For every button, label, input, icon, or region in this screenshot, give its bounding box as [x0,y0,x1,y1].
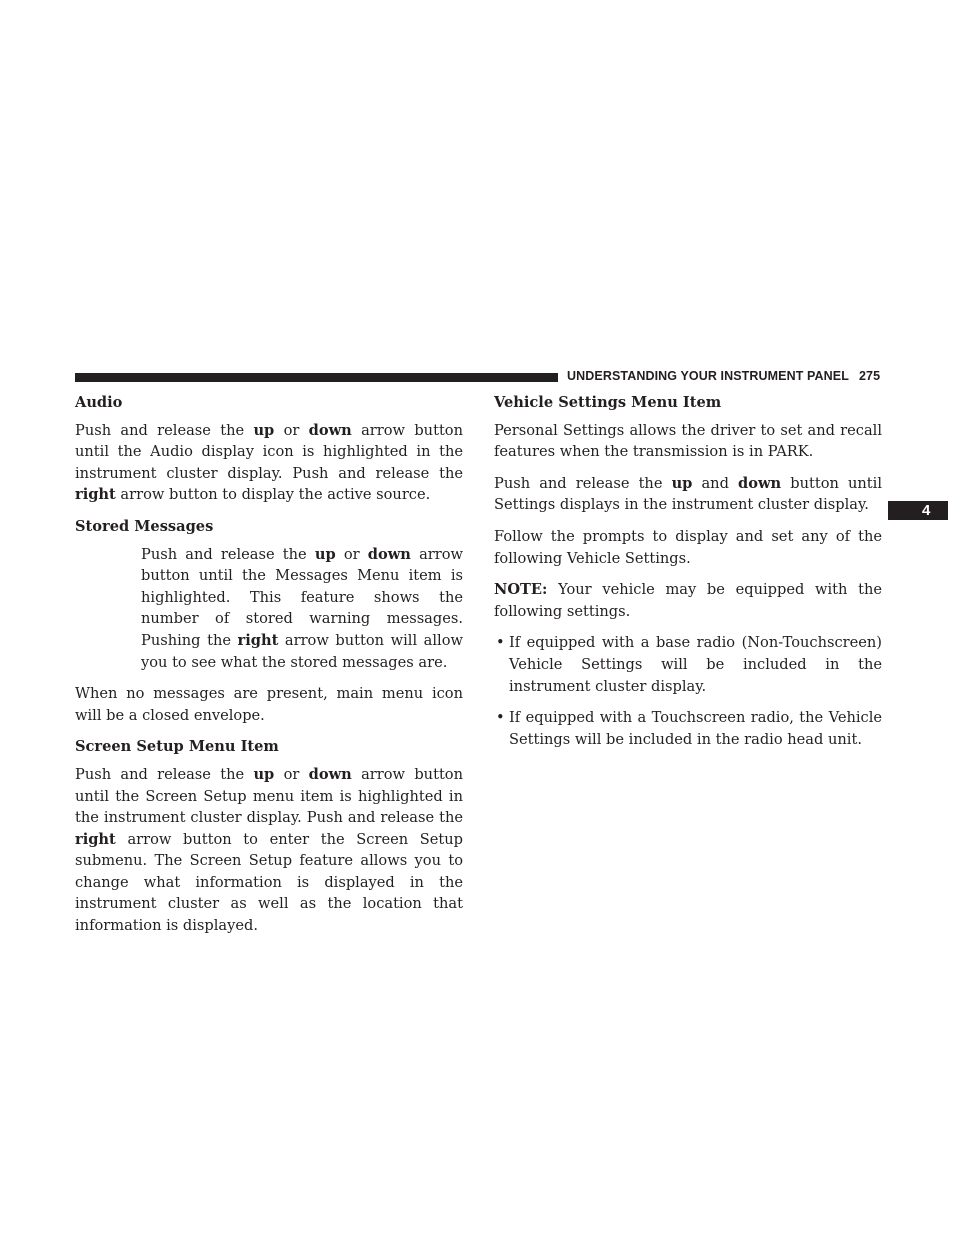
no-messages-paragraph: When no messages are present, main menu icon will be a closed envelope. [75,685,463,724]
left-column [75,392,463,947]
page-number: 275 [858,369,881,383]
note-label: NOTE: [494,581,548,599]
section-title: UNDERSTANDING YOUR INSTRUMENT PANEL [567,369,849,383]
messages-icon [75,544,141,664]
vehicle-settings-heading: Vehicle Settings Menu Item [494,394,722,411]
list-item: • If equipped with a base radio (Non-Touchscreen) Vehicle Settings will be included in the instrument cluster display. [496,634,882,695]
running-header [567,369,880,383]
header-rule [75,373,558,382]
right-column [494,392,882,760]
chapter-tab: 4 [888,501,948,520]
note-paragraph: NOTE: Your vehicle may be equipped with the following settings. [494,581,882,620]
vehicle-settings-intro: Personal Settings allows the driver to set and recall features when the transmission is in PARK. [494,421,882,461]
stored-messages-paragraph: Push and release the up or down arrow button until the Messages Menu item is highlighted. This feature shows the number of stored warning messages. Pushing the right arrow button will allow you to see what the stored messages are. [75,544,463,674]
settings-bullet-list [494,632,882,750]
vehicle-settings-navigation: Push and release the up and down button until Settings displays in the instrument cluster display. [494,474,882,514]
audio-paragraph: Push and release the up or down arrow button until the Audio display icon is highlighted in the instrument cluster display. Push and release the right arrow button to display the active source. [75,421,463,504]
vehicle-settings-prompts: Follow the prompts to display and set any of the following Vehicle Settings. [494,527,882,567]
stored-messages-heading: Stored Messages [75,517,214,535]
screen-setup-heading: Screen Setup Menu Item [75,738,279,756]
screen-setup-paragraph: Push and release the up or down arrow button until the Screen Setup menu item is highlighted in the instrument cluster display. Push and release the right arrow button to enter the Screen Setup submenu. The Screen Setup feature allows you to change what information is displayed in the instrument cluster as well as the location that information is displayed. [75,765,463,935]
list-item: • If equipped with a Touchscreen radio, the Vehicle Settings will be included in the radio head unit. [496,709,882,748]
audio-heading: Audio [75,394,123,411]
